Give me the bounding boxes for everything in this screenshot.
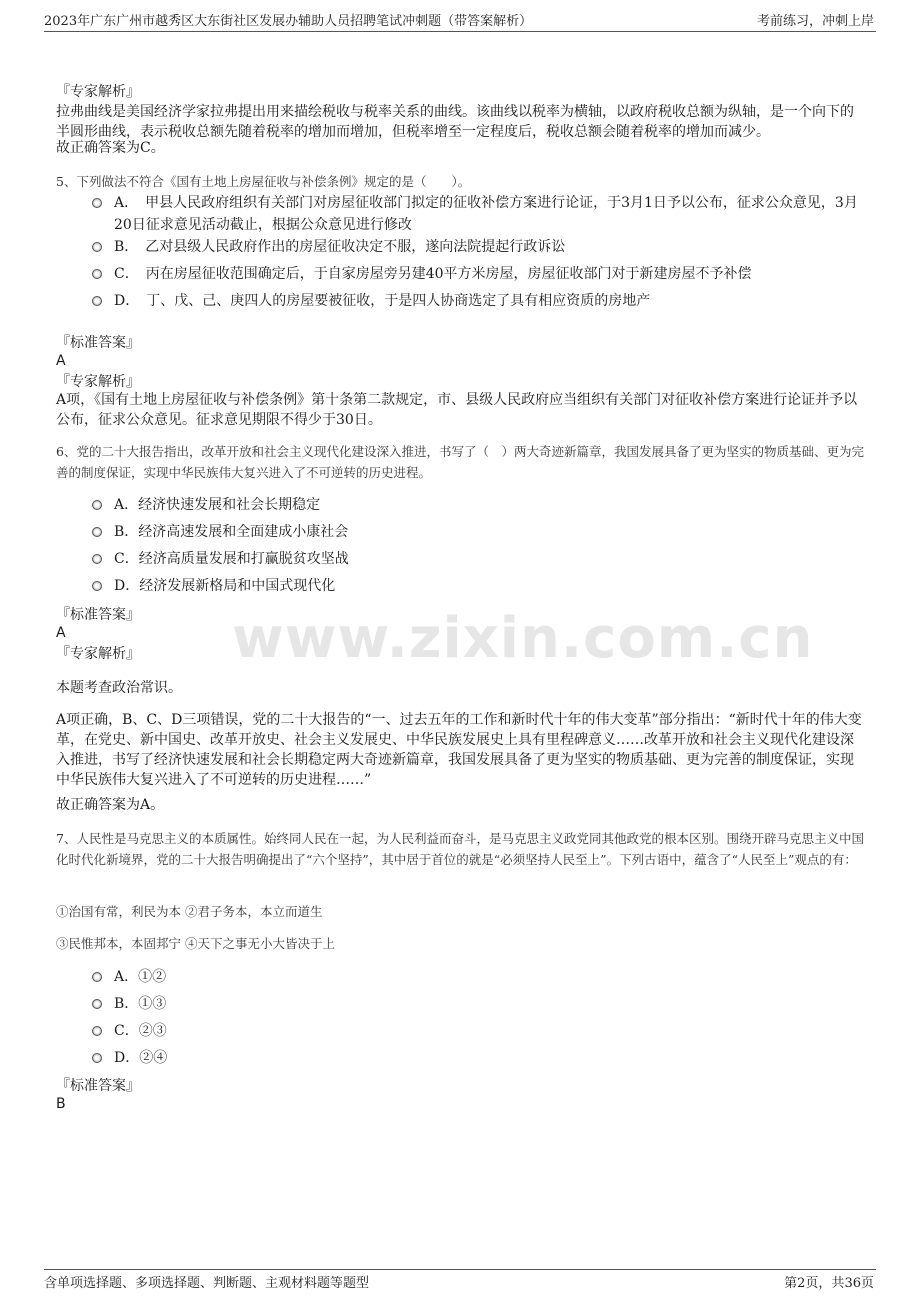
quote-line: ①治国有常，利民为本 ②君子务本，本立而道生	[56, 904, 323, 919]
answer-value: A	[56, 625, 66, 641]
option-c[interactable]: C．②③	[92, 1020, 864, 1042]
option-c[interactable]: C． 丙在房屋征收范围确定后，于自家房屋旁另建40平方米房屋，房屋征收部门对于新建房屋不予补偿	[92, 263, 864, 285]
header-divider	[44, 31, 876, 32]
radio-button[interactable]	[92, 1026, 102, 1036]
option-b[interactable]: B．经济高速发展和全面建成小康社会	[92, 521, 864, 543]
standard-answer-label: 『标准答案』	[56, 335, 140, 351]
expert-analysis-label: 『专家解析』	[56, 646, 140, 662]
analysis-text: 拉弗曲线是美国经济学家拉弗提出用来描绘税收与税率关系的曲线。该曲线以税率为横轴，以政府税收总额为纵轴，是一个向下的半圆形曲线，表示税收总额先随着税率的增加而增加，但税率增至一定程度后，税收总额会随着税率的增加而减少。	[56, 104, 854, 140]
option-d[interactable]: D．②④	[92, 1047, 864, 1069]
option-d[interactable]: D． 丁、戊、己、庚四人的房屋要被征收，于是四人协商选定了具有相应资质的房地产	[92, 290, 864, 312]
radio-button[interactable]	[92, 242, 102, 252]
standard-answer-label: 『标准答案』	[56, 607, 140, 623]
analysis-intro: 本题考查政治常识。	[56, 680, 182, 696]
total-pages: 36	[844, 1276, 861, 1291]
quote-line: ③民惟邦本，本固邦宁 ④天下之事无小大皆决于上	[56, 936, 335, 951]
analysis-text: A项正确，B、C、D三项错误，党的二十大报告的“一、过去五年的工作和新时代十年的伟大变革”部分指出：“新时代十年的伟大变革，在党史、新中国史、改革开放史、社会主义发展史、中华民族发展史上具有里程碑意义……改革开放和社会主义现代化建设深入推进，书写了经济快速发展和社会长期稳定两大奇迹新篇章，我国发展具备了更为坚实的物质基础、更为完善的制度保证，实现中华民族伟大复兴进入了不可逆转的历史进程……”	[56, 712, 862, 788]
radio-button[interactable]	[92, 527, 102, 537]
option-a[interactable]: A．①②	[92, 966, 864, 988]
option-b[interactable]: B． 乙对县级人民政府作出的房屋征收决定不服，遂向法院提起行政诉讼	[92, 236, 864, 258]
question-stem: 5、下列做法不符合《国有土地上房屋征收与补偿条例》规定的是（ ）。	[56, 174, 471, 189]
page-prefix: 第	[784, 1276, 798, 1291]
radio-button[interactable]	[92, 500, 102, 510]
page-suffix: 页	[860, 1276, 874, 1291]
conclusion-text: 故正确答案为C。	[56, 140, 165, 156]
question-stem: 6、党的二十大报告指出，改革开放和社会主义现代化建设深入推进，书写了（ ）两大奇迹新篇章，我国发展具备了更为坚实的物质基础、更为完善的制度保证，实现中华民族伟大复兴进入了不可逆转的历史进程。	[56, 444, 864, 480]
standard-answer-label: 『标准答案』	[56, 1078, 140, 1094]
option-a[interactable]: A．经济快速发展和社会长期稳定	[92, 494, 864, 516]
option-d[interactable]: D．经济发展新格局和中国式现代化	[92, 575, 864, 597]
footer-note: 含单项选择题、多项选择题、判断题、主观材料题等题型	[44, 1276, 370, 1291]
page-separator: 页，共	[805, 1276, 845, 1291]
analysis-text: A项，《国有土地上房屋征收与补偿条例》第十条第二款规定，市、县级人民政府应当组织有关部门对征收补偿方案进行论证并予以公布，征求公众意见。征求意见期限不得少于30日。	[56, 392, 858, 428]
expert-analysis-label: 『专家解析』	[56, 84, 140, 100]
expert-analysis-label: 『专家解析』	[56, 374, 140, 390]
page-number: 2	[797, 1276, 806, 1291]
answer-value: B	[56, 1096, 66, 1112]
watermark: www.zixin.com.cn	[232, 606, 814, 671]
page-indicator	[784, 1272, 874, 1291]
footer-divider	[44, 1269, 876, 1270]
radio-button[interactable]	[92, 554, 102, 564]
option-a[interactable]: A． 甲县人民政府组织有关部门对房屋征收部门拟定的征收补偿方案进行论证，于3月1日予以公布，征求公众意见，3月20日征求意见活动截止，根据公众意见进行修改	[92, 192, 864, 236]
radio-button[interactable]	[92, 269, 102, 279]
document-title: 2023年广东广州市越秀区大东街社区发展办辅助人员招聘笔试冲刺题（带答案解析）	[44, 14, 533, 29]
conclusion-text: 故正确答案为A。	[56, 797, 165, 813]
radio-button[interactable]	[92, 581, 102, 591]
radio-button[interactable]	[92, 296, 102, 306]
header-slogan: 考前练习，冲刺上岸	[756, 14, 874, 29]
option-b[interactable]: B．①③	[92, 993, 864, 1015]
radio-button[interactable]	[92, 1053, 102, 1063]
radio-button[interactable]	[92, 999, 102, 1009]
option-c[interactable]: C．经济高质量发展和打赢脱贫攻坚战	[92, 548, 864, 570]
radio-button[interactable]	[92, 198, 102, 208]
answer-value: A	[56, 353, 66, 369]
radio-button[interactable]	[92, 972, 102, 982]
question-stem: 7、人民性是马克思主义的本质属性。始终同人民在一起，为人民利益而奋斗，是马克思主义政党同其他政党的根本区别。围绕开辟马克思主义中国化时代化新境界，党的二十大报告明确提出了“六个坚持”，其中居于首位的就是“必须坚持人民至上”。下列古语中，蕴含了“人民至上”观点的有：	[56, 831, 864, 867]
